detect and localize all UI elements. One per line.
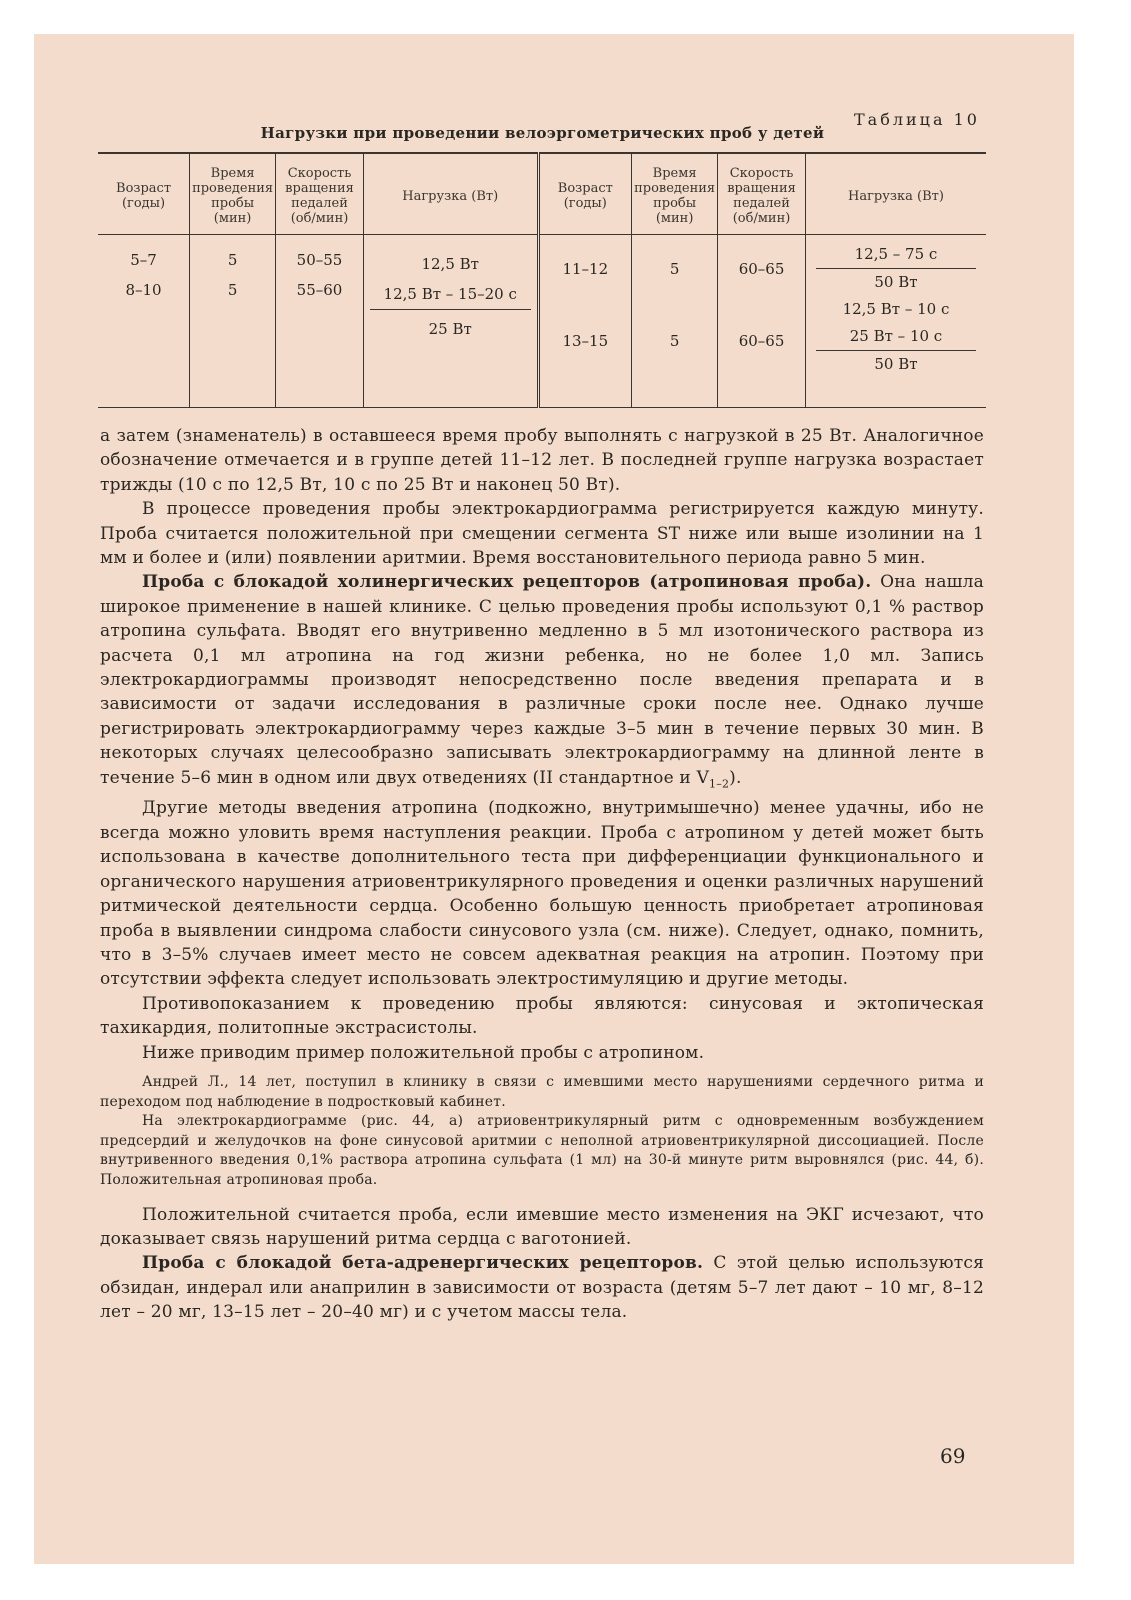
cell-value: 8–10 bbox=[125, 281, 162, 299]
case-report: На электрокардиограмме (рис. 44, а) атриовентрикулярный ритм с одновременным возбуждением предсердий и желудочков на фоне синусовой аритмии с неполной атриовентрикулярной диссоциацией. После внутривенного введения 0,1% раствора атропина сульфата (1 мл) на 30-й минуте ритм выровнялся (рис. 44, б). Положительная атропиновая проба. bbox=[100, 1113, 984, 1188]
cell-ages-right bbox=[538, 235, 632, 408]
cell-load-left bbox=[363, 235, 538, 408]
cell-load-right bbox=[805, 235, 986, 408]
page-number: 69 bbox=[940, 1444, 966, 1468]
header-duration: Время проведения пробы (мин) bbox=[632, 153, 718, 235]
load-table bbox=[98, 152, 986, 408]
case-report: Андрей Л., 14 лет, поступил в клинику в связи с имевшими место нарушениями сердечного ритма и переходом под наблюдение в подростковый кабинет. bbox=[100, 1073, 984, 1110]
header-speed: Скорость вращения педалей (об/мин) bbox=[718, 153, 806, 235]
section-heading: Проба с блокадой бета-адренергических рецепторов. bbox=[142, 1253, 704, 1274]
load-fraction-line: 12,5 – 75 с bbox=[854, 245, 938, 263]
load-fraction-line: 12,5 Вт – 10 с bbox=[842, 300, 950, 318]
cell-durations-left bbox=[190, 235, 276, 408]
cell-value: 5 bbox=[227, 251, 238, 269]
cell-value: 60–65 bbox=[738, 332, 785, 350]
cell-durations-right bbox=[632, 235, 718, 408]
cell-value: 5 bbox=[669, 332, 680, 350]
cell-value: 11–12 bbox=[562, 260, 609, 278]
load-fraction-line: 25 Вт – 10 с bbox=[849, 327, 943, 345]
header-load: Нагрузка (Вт) bbox=[805, 153, 986, 235]
table-number: Таблица 10 bbox=[854, 110, 980, 129]
paragraph-beta-test: Проба с блокадой бета-адренергических рецепторов. С этой целью используются обзидан, индерал или анаприлин в зависимости от возраста (детям 5–7 лет дают – 10 мг, 8–12 лет – 20 мг, 13–15 лет – 20–40 мг) и с учетом массы тела. bbox=[100, 1253, 985, 1323]
cell-value: 50–55 bbox=[296, 251, 343, 269]
header-speed: Скорость вращения педалей (об/мин) bbox=[276, 153, 364, 235]
cell-value: 55–60 bbox=[296, 281, 343, 299]
cell-value: 5–7 bbox=[130, 251, 157, 269]
table-title: Нагрузки при проведении велоэргометрических проб у детей bbox=[260, 124, 825, 142]
cell-value: 5 bbox=[227, 281, 238, 299]
section-heading: Проба с блокадой холинергических рецепторов (атропиновая проба). bbox=[142, 572, 872, 593]
cell-ages-left bbox=[98, 235, 190, 408]
load-fraction-line: 12,5 Вт – 15–20 с bbox=[383, 285, 517, 303]
cell-value: 60–65 bbox=[738, 260, 785, 278]
body-text bbox=[100, 424, 984, 1325]
load-fraction-line: 50 Вт bbox=[874, 273, 918, 291]
paragraph: а затем (знаменатель) в оставшееся время пробу выполнять с нагрузкой в 25 Вт. Аналогичное обозначение отмечается и в группе детей 11–12 лет. В последней группе нагрузка возрастает трижды (10 с по 12,5 Вт, 10 с по 25 Вт и наконец 50 Вт). bbox=[100, 426, 984, 495]
table-row bbox=[98, 235, 986, 408]
paragraph: Положительной считается проба, если имевшие место изменения на ЭКГ исчезают, что доказывает связь нарушений ритма сердца с ваготонией. bbox=[100, 1204, 984, 1249]
cell-speeds-right bbox=[718, 235, 806, 408]
table-header-row bbox=[98, 153, 986, 235]
load-fraction-line: 50 Вт bbox=[874, 355, 918, 373]
cell-speeds-left bbox=[276, 235, 364, 408]
cell-value: 13–15 bbox=[562, 332, 609, 350]
cell-value: 5 bbox=[669, 260, 680, 278]
header-duration: Время проведения пробы (мин) bbox=[190, 153, 276, 235]
header-age: Возраст (годы) bbox=[538, 153, 632, 235]
header-load: Нагрузка (Вт) bbox=[363, 153, 538, 235]
paragraph: Ниже приводим пример положительной пробы с атропином. bbox=[142, 1042, 705, 1063]
load-fraction-line: 12,5 Вт bbox=[421, 255, 479, 273]
paragraph-atropine-test: Проба с блокадой холинергических рецепторов (атропиновая проба). Она нашла широкое применение в нашей клинике. С целью проведения пробы используют 0,1 % раствор атропина сульфата. Вводят его внутривенно медленно в 5 мл изотонического раствора из расчета 0,1 мл атропина на год жизни ребенка, но не более 1,0 мл. Запись электрокардиограммы производят непосредственно после введения препарата и в зависимости от задачи исследования в различные сроки после нее. Однако лучше регистрировать электрокардиограмму через каждые 3–5 мин в течение первых 30 мин. В некоторых случаях целесообразно записывать электрокардиограмму на длинной ленте в течение 5–6 мин в одном или двух отведениях (II стандартное и $V_{1-2}$). bbox=[100, 572, 985, 791]
paragraph: Противопоказанием к проведению пробы являются: синусовая и эктопическая тахикардия, политопные экстрасистолы. bbox=[100, 993, 984, 1039]
paragraph: В процессе проведения пробы электрокардиограмма регистрируется каждую минуту. Проба считается положительной при смещении сегмента ST ниже или выше изолинии на 1 мм и более и (или) появлении аритмии. Время восстановительного периода равно 5 мин. bbox=[100, 499, 984, 569]
paragraph: Другие методы введения атропина (подкожно, внутримышечно) менее удачны, ибо не всегда можно уловить время наступления реакции. Проба с атропином у детей может быть использована в качестве дополнительного теста при дифференциации функционального и органического нарушения атриовентрикулярного проведения и оценки различных нарушений ритмической деятельности сердца. Особенно большую ценность приобретает атропиновая проба в выявлении синдрома слабости синусового узла (см. ниже). Следует, однако, помнить, что в 3–5% случаев имеет место не совсем адекватная реакция на атропин. Поэтому при отсутствии эффекта следует использовать электростимуляцию и другие методы. bbox=[100, 798, 984, 990]
load-fraction-line: 25 Вт bbox=[428, 320, 472, 338]
header-age: Возраст (годы) bbox=[98, 153, 190, 235]
